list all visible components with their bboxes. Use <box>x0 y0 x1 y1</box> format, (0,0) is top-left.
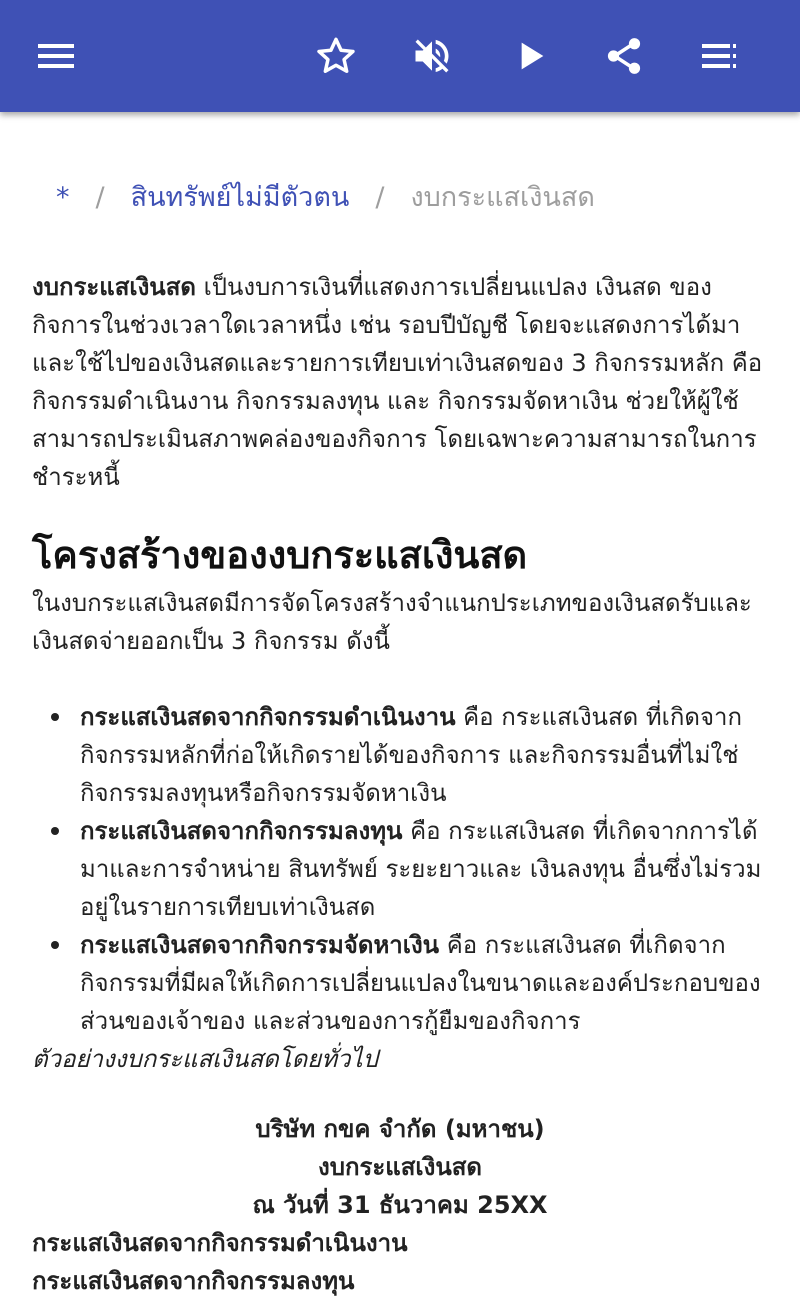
list-item <box>32 926 768 1040</box>
list-item <box>32 812 768 926</box>
list-item-term: กระแสเงินสดจากกิจกรรมลงทุน <box>80 817 403 845</box>
share-icon[interactable] <box>598 30 650 82</box>
statement-line: กระแสเงินสดจากกิจกรรมลงทุน <box>32 1267 355 1295</box>
intro-text: เป็นงบการเงินที่แสดงการเปลี่ยนแปลง เงินสด ของกิจการในช่วงเวลาใดเวลาหนึ่ง เช่น รอบปีบัญชี โดยจะแสดงการได้มาและใช้ไปของเงินสดและรายการเทียบเท่าเงินสดของ 3 กิจกรรมหลัก คือ กิจกรรมดำเนินงาน กิจกรรมลงทุน และ กิจกรรมจัดหาเงิน ช่วยให้ผู้ใช้สามารถประเมินสภาพคล่องของกิจการ โดยเฉพาะความสามารถในการชำระหนี้ <box>32 273 763 491</box>
list-item-term: กระแสเงินสดจากกิจกรรมดำเนินงาน <box>80 703 456 731</box>
list-item-text: คือ กระแสเงินสด ที่เกิดจากการได้มาและการจำหน่าย สินทรัพย์ ระยะยาวและ เงินลงทุน อื่นซึ่งไม่รวมอยู่ในรายการเทียบเท่าเงินสด <box>80 817 762 921</box>
breadcrumb <box>32 178 768 218</box>
bullet-dot <box>51 941 59 949</box>
article-content <box>32 112 768 1300</box>
intro-term: งบกระแสเงินสด <box>32 273 196 301</box>
section-heading: โครงสร้างของงบกระแสเงินสด <box>32 533 528 577</box>
breadcrumb-parent[interactable]: สินทรัพย์ไม่มีตัวตน <box>130 182 350 213</box>
breadcrumb-home[interactable]: * <box>56 182 70 213</box>
volume-off-icon[interactable] <box>406 30 458 82</box>
list-item-text: คือ กระแสเงินสด ที่เกิดจากกิจกรรมหลักที่ก่อให้เกิดรายได้ของกิจการ และกิจกรรมอื่นที่ไม่ใช่กิจกรรมลงทุนหรือกิจกรรมจัดหาเงิน <box>80 703 743 807</box>
intro-paragraph <box>32 268 768 496</box>
example-caption: ตัวอย่างงบกระแสเงินสดโดยทั่วไป <box>32 1045 378 1073</box>
playlist-icon[interactable] <box>694 30 746 82</box>
statement-header <box>32 1110 768 1224</box>
star-icon[interactable] <box>310 30 362 82</box>
bullet-dot <box>51 713 59 721</box>
list-item-term: กระแสเงินสดจากกิจกรรมจัดหาเงิน <box>80 931 440 959</box>
statement-title: งบกระแสเงินสด <box>318 1153 482 1181</box>
breadcrumb-separator: / <box>95 182 105 213</box>
bullet-dot <box>51 827 59 835</box>
statement-line: กระแสเงินสดจากกิจกรรมดำเนินงาน <box>32 1229 408 1257</box>
menu-icon[interactable] <box>30 30 82 82</box>
statement-company: บริษัท กขค จำกัด (มหาชน) <box>255 1115 545 1143</box>
list-item <box>32 698 768 812</box>
activity-list <box>32 698 768 1040</box>
section-intro: ในงบกระแสเงินสดมีการจัดโครงสร้างจำแนกประเภทของเงินสดรับและเงินสดจ่ายออกเป็น 3 กิจกรรม ดังนี้ <box>32 589 752 655</box>
list-item-text: คือ กระแสเงินสด ที่เกิดจากกิจกรรมที่มีผลให้เกิดการเปลี่ยนแปลงในขนาดและองค์ประกอบของ ส่วนของเจ้าของ และส่วนของการกู้ยืมของกิจการ <box>80 931 761 1035</box>
play-icon[interactable] <box>504 30 556 82</box>
breadcrumb-current: งบกระแสเงินสด <box>410 182 595 213</box>
app-bar <box>0 0 800 112</box>
breadcrumb-separator: / <box>375 182 385 213</box>
statement-date: ณ วันที่ 31 ธันวาคม 25XX <box>252 1191 548 1219</box>
